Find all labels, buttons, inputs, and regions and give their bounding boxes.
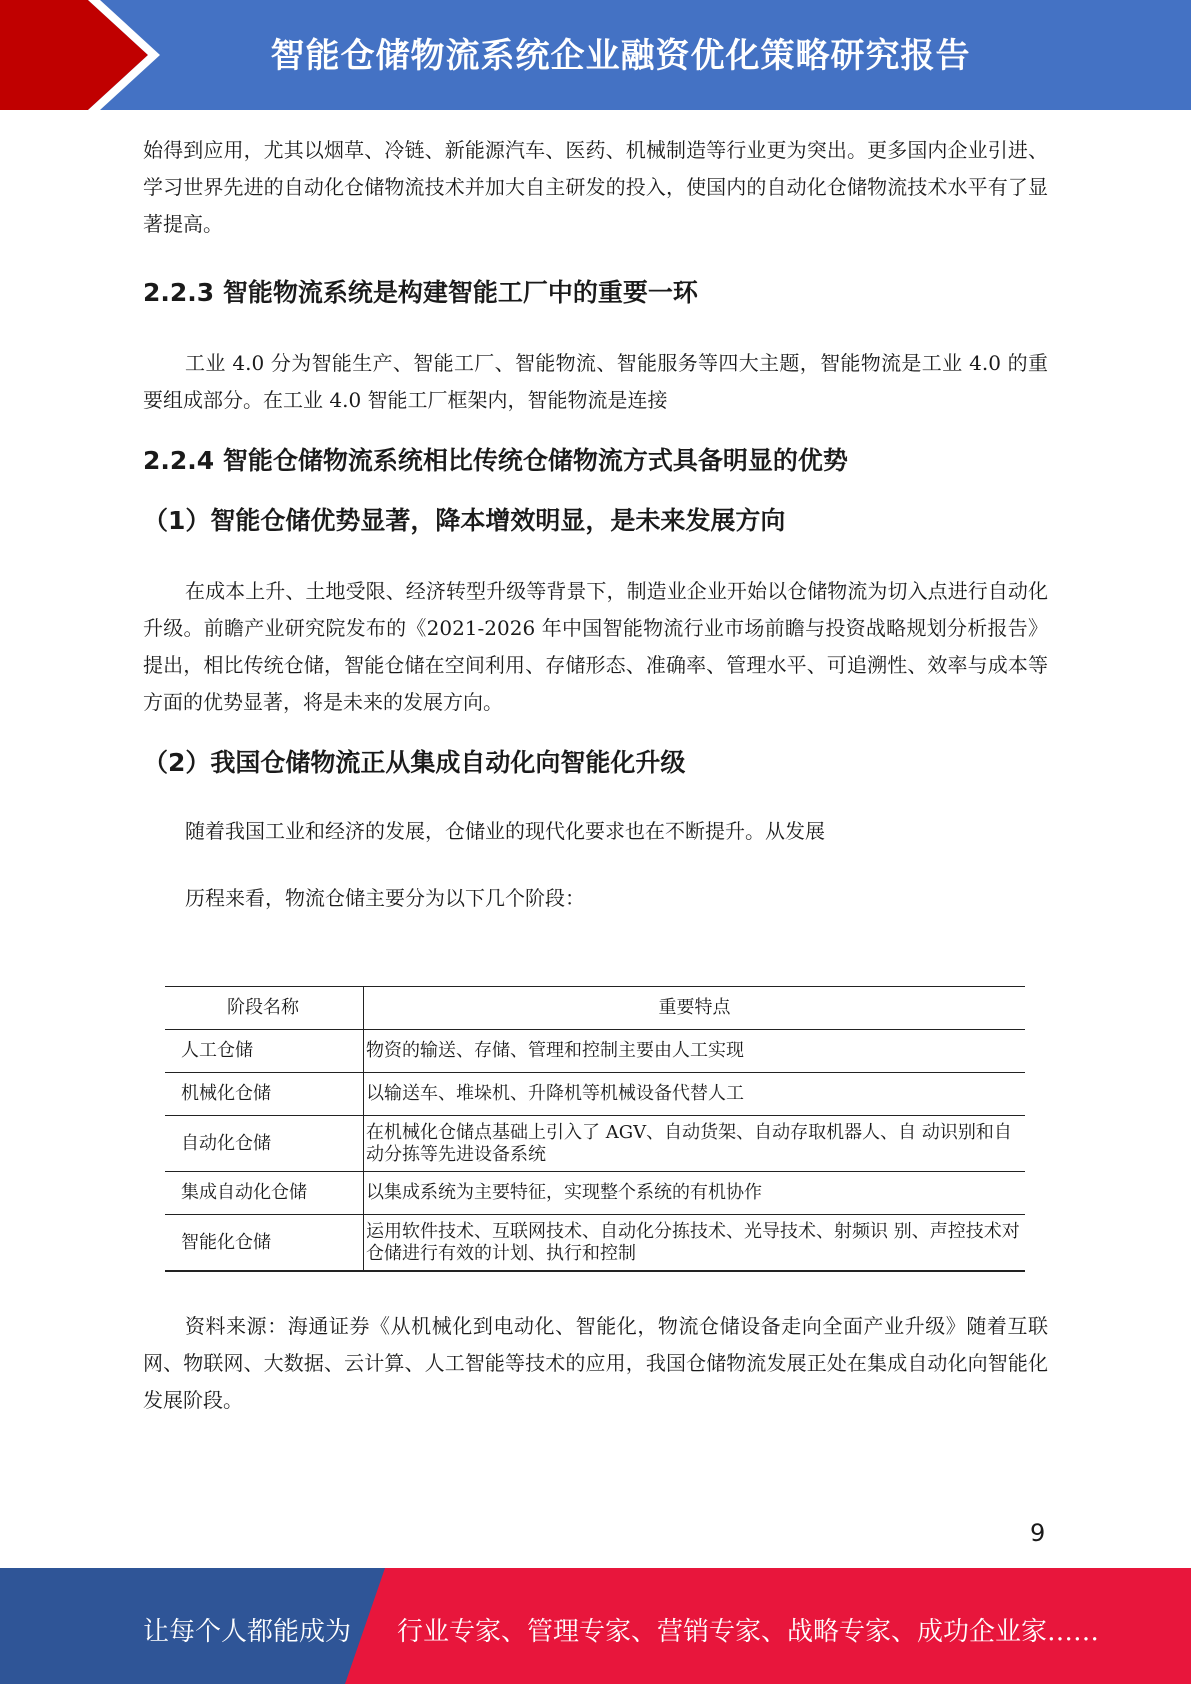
footer-slogan-right: 行业专家、管理专家、营销专家、战略专家、成功企业家…… xyxy=(397,1617,1100,1647)
section-heading-2-2-3: 2.2.3 智能物流系统是构建智能工厂中的重要一环 xyxy=(143,278,698,307)
table-header-stage: 阶段名称 xyxy=(165,987,364,1030)
stage-feature: 运用软件技术、互联网技术、自动化分拣技术、光导技术、射频识 别、声控技术对仓储进行有效的计划、执行和控制 xyxy=(364,1215,1026,1272)
stage-name: 机械化仓储 xyxy=(165,1073,364,1116)
paragraph-3: 在成本上升、土地受限、经济转型升级等背景下，制造业企业开始以仓储物流为切入点进行自动化升级。前瞻产业研究院发布的《2021-2026 年中国智能物流行业市场前瞻与投资战略规划分析报告》提出，相比传统仓储，智能仓储在空间利用、存储形态、准确率、管理水平、可追溯性、效率与成本等方面的优势显著，将是未来的发展方向。 xyxy=(143,579,1048,714)
paragraph-4: 随着我国工业和经济的发展，仓储业的现代化要求也在不断提升。从发展 xyxy=(185,819,825,843)
table-header-row xyxy=(165,987,1025,1030)
table-row xyxy=(165,1215,1025,1272)
section-heading-2-2-4: 2.2.4 智能仓储物流系统相比传统仓储物流方式具备明显的优势 xyxy=(143,446,848,475)
footer-slogan-left: 让每个人都能成为 xyxy=(143,1617,352,1647)
page-number: 9 xyxy=(1030,1519,1046,1547)
header-banner xyxy=(0,0,1191,110)
page-content xyxy=(143,132,1048,917)
source-block xyxy=(143,1308,1048,1419)
stage-feature: 以输送车、堆垛机、升降机等机械设备代替人工 xyxy=(364,1073,1026,1116)
stage-name: 智能化仓储 xyxy=(165,1215,364,1272)
table-header-feature: 重要特点 xyxy=(364,987,1026,1030)
stage-feature: 以集成系统为主要特征，实现整个系统的有机协作 xyxy=(364,1172,1026,1215)
stage-feature: 在机械化仓储点基础上引入了 AGV、自动货架、自动存取机器人、自 动识别和自动分拣等先进设备系统 xyxy=(364,1116,1026,1172)
paragraph-source: 资料来源：海通证券《从机械化到电动化、智能化，物流仓储设备走向全面产业升级》随着互联网、物联网、大数据、云计算、人工智能等技术的应用，我国仓储物流发展正处在集成自动化向智能化发展阶段。 xyxy=(143,1314,1048,1412)
table-row xyxy=(165,1116,1025,1172)
subsection-heading-2: （2）我国仓储物流正从集成自动化向智能化升级 xyxy=(143,748,686,777)
subsection-heading-1: （1）智能仓储优势显著，降本增效明显，是未来发展方向 xyxy=(143,506,786,535)
stage-feature: 物资的输送、存储、管理和控制主要由人工实现 xyxy=(364,1030,1026,1073)
stage-name: 自动化仓储 xyxy=(165,1116,364,1172)
report-title: 智能仓储物流系统企业融资优化策略研究报告 xyxy=(270,36,971,76)
footer-banner xyxy=(0,1568,1191,1684)
warehouse-stages-table xyxy=(165,986,1025,1272)
paragraph-2: 工业 4.0 分为智能生产、智能工厂、智能物流、智能服务等四大主题，智能物流是工业 4.0 的重要组成部分。在工业 4.0 智能工厂框架内，智能物流是连接 xyxy=(143,351,1048,412)
table-row xyxy=(165,1030,1025,1073)
paragraph-5: 历程来看，物流仓储主要分为以下几个阶段： xyxy=(185,886,585,910)
stage-name: 人工仓储 xyxy=(165,1030,364,1073)
table-row xyxy=(165,1172,1025,1215)
paragraph-1: 始得到应用，尤其以烟草、冷链、新能源汽车、医药、机械制造等行业更为突出。更多国内企业引进、学习世界先进的自动化仓储物流技术并加大自主研发的投入，使国内的自动化仓储物流技术水平有了显著提高。 xyxy=(143,138,1048,236)
table-row xyxy=(165,1073,1025,1116)
stage-name: 集成自动化仓储 xyxy=(165,1172,364,1215)
